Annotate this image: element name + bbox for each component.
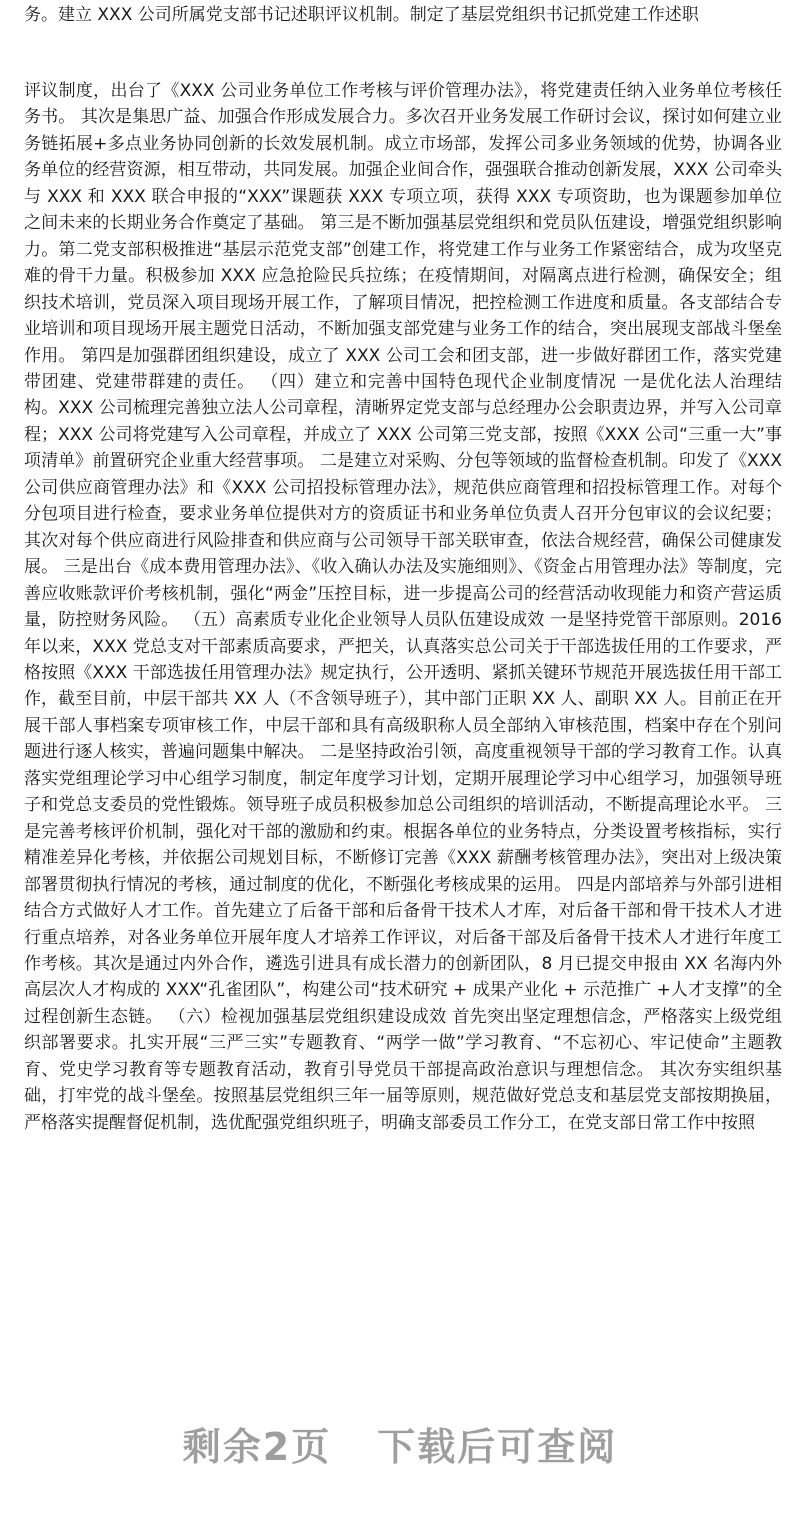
download-hint-label: 下载后可查阅 [377,1425,618,1469]
document-top-line: 务。建立 XXX 公司所属党支部书记述职评议机制。制定了基层党组织书记抓党建工作述职 [24,5,699,25]
download-prompt[interactable] [0,1416,800,1471]
document-body-paragraph: 评议制度，出台了《XXX 公司业务单位工作考核与评价管理办法》，将党建责任纳入业务单位考核任务书。 其次是集思广益、加强合作形成发展合力。多次召开业务发展工作研讨会议，探讨如何建立业务链拓展+多点业务协同创新的长效发展机制。成立市场部，发挥公司多业务领域的优势，协调各业务单位的经营资源，相互带动，共同发展。加强企业间合作，强强联合推动创新发展，XXX 公司牵头与 XXX 和 XXX 联合申报的“XXX”课题获 XXX 专项立项，获得 XXX 专项资助，也为课题参加单位之间未来的长期业务合作奠定了基础。 第三是不断加强基层党组织和党员队伍建设，增强党组织影响力。第二党支部积极推进“基层示范党支部”创建工作，将党建工作与业务工作紧密结合，成为攻坚克难的骨干力量。积极参加 XXX 应急抢险民兵拉练；在疫情期间，对隔离点进行检测，确保安全；组织技术培训，党员深入项目现场开展工作，了解项目情况，把控检测工作进度和质量。各支部结合专业培训和项目现场开展主题党日活动，不断加强支部党建与业务工作的结合，突出展现支部战斗堡垒作用。 第四是加强群团组织建设，成立了 XXX 公司工会和团支部，进一步做好群团工作，落实党建带团建、党建带群建的责任。 （四）建立和完善中国特色现代企业制度情况 一是优化法人治理结构。XXX 公司梳理完善独立法人公司章程，清晰界定党支部与总经理办公会职责边界，并写入公司章程；XXX 公司将党建写入公司章程，并成立了 XXX 公司第三党支部，按照《XXX 公司“三重一大”事项清单》前置研究企业重大经营事项。 二是建立对采购、分包等领域的监督检查机制。印发了《XXX 公司供应商管理办法》和《XXX 公司招投标管理办法》，规范供应商管理和招投标管理工作。对每个分包项目进行检查，要求业务单位提供对方的资质证书和业务单位负责人召开分包审议的会议纪要；其次对每个供应商进行风险排查和供应商与公司领导干部关联审查，依法合规经营，确保公司健康发展。 三是出台《成本费用管理办法》、《收入确认办法及实施细则》、《资金占用管理办法》等制度，完善应收账款评价考核机制，强化“两金”压控目标，进一步提高公司的经营活动收现能力和资产营运质量，防控财务风险。 （五）高素质专业化企业领导人员队伍建设成效 一是坚持党管干部原则。2016 年以来，XXX 党总支对干部素质高要求，严把关，认真落实总公司关于干部选拔任用的工作要求，严格按照《XXX 干部选拔任用管理办法》规定执行，公开透明、紧抓关键环节规范开展选拔任用干部工作，截至目前，中层干部共 XX 人（不含领导班子），其中部门正职 XX 人、副职 XX 人。目前正在开展干部人事档案专项审核工作，中层干部和具有高级职称人员全部纳入审核范围，档案中存在个别问题进行逐人核实，普遍问题集中解决。 二是坚持政治引领，高度重视领导干部的学习教育工作。认真落实党组理论学习中心组学习制度，制定年度学习计划，定期开展理论学习中心组学习，加强领导班子和党总支委员的党性锻炼。领导班子成员积极参加总公司组织的培训活动，不断提高理论水平。 三是完善考核评价机制，强化对干部的激励和约束。根据各单位的业务特点，分类设置考核指标，实行精准差异化考核，并依据公司规划目标，不断修订完善《XXX 薪酬考核管理办法》，突出对上级决策部署贯彻执行情况的考核，通过制度的优化，不断强化考核成果的运用。 四是内部培养与外部引进相结合方式做好人才工作。首先建立了后备干部和后备骨干技术人才库，对后备干部和骨干技术人才进行重点培养，对各业务单位开展年度人才培养工作评议，对后备干部及后备骨干技术人才进行年度工作考核。其次是通过内外合作，遴选引进具有成长潜力的创新团队，8 月已提交申报由 XX 名海内外高层次人才构成的 XXX“孔雀团队”，构建公司“技术研究 + 成果产业化 + 示范推广 +人才支撑”的全过程创新生态链。 （六）检视加强基层党组织建设成效 首先突出坚定理想信念，严格落实上级党组织部署要求。扎实开展“三严三实”专题教育、“两学一做”学习教育、“不忘初心、牢记使命”主题教育、党史学习教育等专题教育活动，教育引导党员干部提高政治意识与理想信念。 其次夯实组织基础，打牢党的战斗堡垒。按照基层党组织三年一届等原则，规范做好党总支和基层党支部按期换届，严格落实提醒督促机制，选优配强党组织班子，明确支部委员工作分工，在党支部日常工作中按照 [24,81,782,1133]
download-preview-banner[interactable] [0,1380,800,1515]
remaining-pages-label: 剩余2页 [182,1425,332,1469]
